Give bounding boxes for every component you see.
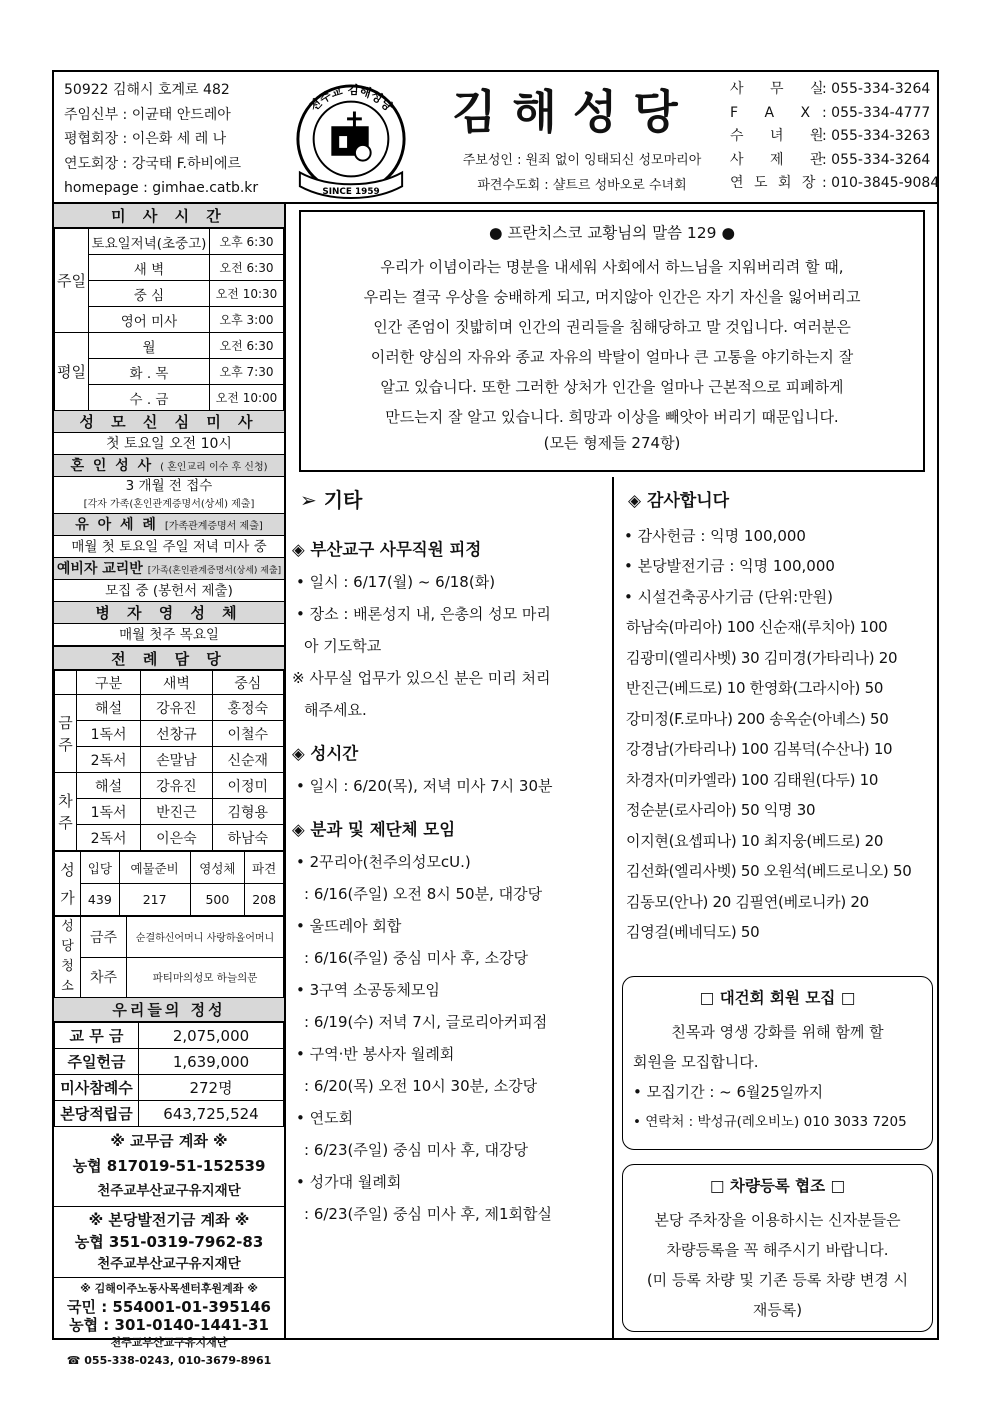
thanks-heading: ◈ 감사합니다 <box>628 491 730 511</box>
duty-col-header: 구분 <box>77 671 141 695</box>
duty-cell: 신순재 <box>212 747 283 773</box>
duty-cell: 김형용 <box>212 799 283 825</box>
notices-heading: ➢ 기타 <box>300 488 363 512</box>
donor-line: 정순분(로사리아) 50 익명 30 <box>626 801 816 819</box>
recruitment-text: 회원을 모집합니다. <box>633 1053 759 1071</box>
vehicle-text: 본당 주차장을 이용하시는 신자분들은 <box>654 1211 901 1229</box>
liturgy-duty-heading: 전 례 담 당 <box>54 646 284 670</box>
svg-text:천주교 김해성당: 천주교 김해성당 <box>306 82 396 114</box>
recruitment-title: □ 대건회 회원 모집 □ <box>699 989 856 1007</box>
donor-line: 강미정(F.로마나) 200 송옥순(아녜스) 50 <box>626 709 889 728</box>
quote-line: 이러한 양심의 자유와 종교 자유의 박탈이 얼마나 큰 고통을 야기하는지 잘 <box>370 348 854 366</box>
offering-table <box>54 1022 284 1127</box>
cleaning-group: 순결하신어머니 사랑하올어머니 <box>127 917 284 958</box>
thanks-item: • 시설건축공사기금 (단위:만원) <box>624 587 834 606</box>
meeting-name: • 연도회 <box>296 1109 354 1127</box>
donor-line: 김광미(엘리사벳) 30 김미경(가타리나) 20 <box>626 648 898 667</box>
cleaning-table <box>54 916 284 998</box>
pastor: 주임신부 : 이균태 안드레아 <box>64 106 231 123</box>
parish-seal-logo <box>292 82 410 200</box>
duty-cell: 해설 <box>77 773 141 799</box>
catechumen-heading: 예비자 교리반 [가족(혼인관계증명서(상세) 제출] <box>54 558 284 580</box>
offering-value: 1,639,000 <box>139 1049 284 1075</box>
cleaning-label: 성당청소 <box>55 917 81 998</box>
quote-line: 알고 있습니다. 또한 그러한 상처가 인간을 얼마나 근본적으로 피폐하게 <box>380 378 844 396</box>
contact-row: 수 녀 원 : 055-334-3263 <box>730 128 931 144</box>
meeting-name: • 3구역 소공동체모임 <box>296 981 440 999</box>
donor-line: 반진근(베드로) 10 한영화(그라시아) 50 <box>626 679 884 697</box>
retreat-title: ◈ 부산교구 사무직원 피정 <box>292 540 482 559</box>
thanks-item: • 감사헌금 : 익명 100,000 <box>624 526 806 545</box>
account-owner: 천주교부산교구유지재단 <box>97 1256 241 1272</box>
duty-cell: 강유진 <box>141 773 212 799</box>
weekday-label: 평일 <box>55 333 89 411</box>
duty-col-header: 새벽 <box>141 671 212 695</box>
contact-list <box>730 78 939 196</box>
duty-cell: 2독서 <box>77 747 141 773</box>
pope-quote-box <box>299 210 925 472</box>
retreat-date: • 일시 : 6/17(월) ~ 6/18(화) <box>296 573 496 591</box>
donor-line: 강경남(가타리나) 100 김복덕(수산나) 10 <box>626 740 893 758</box>
mass-name: 월 <box>88 333 209 359</box>
mass-name: 화 . 목 <box>88 359 209 385</box>
bulletin-frame <box>52 70 940 1367</box>
mass-times-table <box>54 228 284 411</box>
retreat-note-cont: 해주세요. <box>304 701 367 719</box>
header <box>54 72 940 204</box>
quote-line: 우리는 결국 우상을 숭배하게 되고, 머지않아 인간은 자기 자신을 잃어버리고 <box>363 288 861 306</box>
account-owner: 천주교부산교구유지재단 <box>110 1336 228 1349</box>
hymn-table <box>54 851 284 916</box>
offering-value: 272명 <box>139 1075 284 1101</box>
duty-cell: 2독서 <box>77 825 141 851</box>
recruitment-period: • 모집기간 : ~ 6월25일까지 <box>633 1083 824 1101</box>
account-phone-row <box>54 1352 284 1370</box>
infant-baptism-heading: 유 아 세 례 [가족관계증명서 제출] <box>54 514 284 536</box>
meeting-when: : 6/23(주일) 중심 미사 후, 대강당 <box>304 1141 528 1159</box>
duty-cell: 홍정숙 <box>212 695 283 721</box>
contact-row: F A X : 055-334-4777 <box>730 104 931 121</box>
vehicle-text: 재등록) <box>752 1301 803 1319</box>
quote-source: (모든 형제들 274항) <box>543 434 681 452</box>
school-fee-account <box>54 1127 284 1207</box>
mass-time: 오전 10:30 <box>210 281 284 307</box>
cleaning-week: 차주 <box>81 957 127 998</box>
meetings-title: ◈ 분과 및 제단체 모임 <box>292 820 456 839</box>
homepage-link[interactable]: homepage : gimhae.catb.kr <box>64 180 259 196</box>
account-title: ※ 본당발전기금 계좌 ※ <box>88 1211 250 1229</box>
duty-cell: 손말남 <box>141 747 212 773</box>
retreat-place-cont: 아 기도학교 <box>304 637 382 655</box>
quote-line: 우리가 이념이라는 명분을 내세워 사회에서 하느님을 지워버리려 할 때, <box>380 258 844 276</box>
account-title: ※ 김해이주노동사목센터후원계좌 ※ <box>80 1282 258 1295</box>
left-sidebar <box>54 204 286 1367</box>
sunday-label: 주일 <box>55 229 89 333</box>
meeting-when: : 6/16(주일) 오전 8시 50분, 대강당 <box>304 885 543 903</box>
council-president: 평협회장 : 이은화 세 레 나 <box>64 131 227 147</box>
account-number[interactable]: 농협 817019-51-152539 <box>72 1157 266 1175</box>
donor-line: 김선화(엘리사벳) 50 오원석(베드로니오) 50 <box>626 862 912 880</box>
meeting-when: : 6/20(목) 오전 10시 30분, 소강당 <box>304 1077 538 1095</box>
donor-line: 김동모(안나) 20 김필연(베로니카) 20 <box>626 892 869 911</box>
duty-cell: 반진근 <box>141 799 212 825</box>
account-number[interactable]: 국민 : 554001-01-395146 <box>67 1298 271 1316</box>
duty-cell: 이은숙 <box>141 825 212 851</box>
meeting-name: • 2꾸리아(천주의성모cU.) <box>296 853 471 871</box>
wedding-text: 3 개월 전 접수 <box>125 478 213 494</box>
parish-subinfo <box>452 148 712 198</box>
marian-mass-heading: 성 모 신 심 미 사 <box>54 411 284 433</box>
holy-hour-title: ◈ 성시간 <box>292 744 359 763</box>
thanks-item: • 본당발전기금 : 익명 100,000 <box>624 557 835 575</box>
marian-mass-time: 첫 토요일 오전 10시 <box>54 433 284 455</box>
offering-value: 2,075,000 <box>139 1023 284 1049</box>
duty-col-header: 중심 <box>212 671 283 695</box>
parish-info <box>64 78 258 201</box>
retreat-note: ※ 사무실 업무가 있으신 분은 미리 처리 <box>292 669 551 687</box>
mass-name: 토요일저녁(초중고) <box>88 229 209 255</box>
offering-label: 주일헌금 <box>55 1049 139 1075</box>
account-owner: 천주교부산교구유지재단 <box>97 1183 241 1199</box>
offering-label: 본당적립금 <box>55 1101 139 1127</box>
duty-cell: 1독서 <box>77 721 141 747</box>
donor-line: 차경자(미카엘라) 100 김태원(다두) 10 <box>626 770 879 789</box>
account-number[interactable]: 농협 : 301-0140-1441-31 <box>69 1316 269 1334</box>
offering-label: 교 무 금 <box>55 1023 139 1049</box>
hymn-col-header: 입당 <box>81 852 120 884</box>
contact-row: 사 무 실 : 055-334-3264 <box>730 81 931 97</box>
vehicle-text: 차량등록을 꼭 해주시기 바랍니다. <box>666 1241 889 1259</box>
this-week-label: 금주 <box>55 695 77 773</box>
mass-name: 중 심 <box>88 281 209 307</box>
sick-communion-text: 매월 첫주 목요일 <box>54 624 284 646</box>
next-week-label: 차주 <box>55 773 77 851</box>
mass-name: 영어 미사 <box>88 307 209 333</box>
mission-order: 파견수도회 : 샬트르 성바오로 수녀회 <box>477 178 687 193</box>
hymn-number: 217 <box>119 884 190 916</box>
quote-title: ● 프란치스코 교황님의 말씀 129 ● <box>489 224 735 242</box>
recruitment-text: 친목과 영생 강화를 위해 함께 할 <box>671 1023 884 1041</box>
mass-name: 수 . 금 <box>88 385 209 411</box>
vehicle-text: (미 등록 차량 및 기존 등록 차량 변경 시 <box>646 1271 909 1289</box>
column-divider <box>612 477 614 1338</box>
catechumen-text: 모집 중 (봉헌서 제출) <box>54 580 284 602</box>
youth-president: 연도회장 : 강국태 F.하비에르 <box>64 155 242 172</box>
duty-cell: 이철수 <box>212 721 283 747</box>
vehicle-title: □ 차량등록 협조 □ <box>709 1177 846 1195</box>
donor-line: 김영걸(베네딕도) 50 <box>626 923 760 941</box>
mass-time: 오전 6:30 <box>210 333 284 359</box>
account-number[interactable]: 농협 351-0319-7962-83 <box>74 1233 264 1251</box>
retreat-place: • 장소 : 배론성지 내, 은총의 성모 마리 <box>296 605 551 623</box>
meeting-name: • 성가대 월례회 <box>296 1173 402 1191</box>
holy-hour-date: • 일시 : 6/20(목), 저녁 미사 7시 30분 <box>296 777 553 795</box>
hymn-number: 439 <box>81 884 120 916</box>
mass-time: 오후 7:30 <box>210 359 284 385</box>
infant-baptism-text: 매월 첫 토요일 주일 저녁 미사 중 <box>54 536 284 558</box>
quote-line: 인간 존엄이 짓밟히며 인간의 권리들을 침해당하고 말 것입니다. 여러분은 <box>373 318 851 336</box>
offering-label: 미사참례수 <box>55 1075 139 1101</box>
meeting-name: • 구역·반 봉사자 월례회 <box>296 1045 455 1063</box>
cleaning-week: 금주 <box>81 917 127 958</box>
offering-heading: 우리들의 정성 <box>54 998 284 1022</box>
notices-column <box>292 480 610 1230</box>
mass-time: 오전 6:30 <box>210 255 284 281</box>
duty-cell: 선창규 <box>141 721 212 747</box>
address: 50922 김해시 호계로 482 <box>64 82 230 98</box>
patron-saint: 주보성인 : 원죄 없이 잉태되신 성모마리아 <box>462 153 702 168</box>
mass-name: 새 벽 <box>88 255 209 281</box>
parish-title: 김해성당 <box>452 85 694 139</box>
hymn-number: 208 <box>245 884 284 916</box>
migrant-center-account <box>54 1278 284 1370</box>
hymn-label: 성가 <box>55 852 81 916</box>
seal-year: SINCE 1959 <box>322 187 380 198</box>
account-phone[interactable]: 055-338-0243, 010-3679-8961 <box>84 1354 272 1367</box>
liturgy-duty-table <box>54 670 284 851</box>
duty-cell: 하남숙 <box>212 825 283 851</box>
contact-row: 연 도 회 장 : 010-3845-9084 <box>730 175 940 191</box>
duty-cell: 이정미 <box>212 773 283 799</box>
wedding-heading: 혼 인 성 사 ( 혼인교리 이수 후 신청) <box>54 455 284 477</box>
donor-line: 이지현(요셉피나) 10 최지웅(베드로) 20 <box>626 831 884 850</box>
hymn-col-header: 영성체 <box>190 852 245 884</box>
recruitment-contact: • 연락처 : 박성규(레오비노) 010 3033 7205 <box>633 1114 907 1130</box>
duty-cell: 1독서 <box>77 799 141 825</box>
mass-time: 오전 10:00 <box>210 385 284 411</box>
duty-cell: 해설 <box>77 695 141 721</box>
cleaning-group: 파티마의성모 하늘의문 <box>127 957 284 998</box>
phone-icon: ☎ <box>66 1354 85 1367</box>
wedding-docs: [각자 가족(혼인관계증명서(상세) 제출] <box>54 496 284 514</box>
mass-times-heading: 미 사 시 간 <box>54 204 284 228</box>
mass-time: 오후 3:00 <box>210 307 284 333</box>
meeting-name: • 울뜨레아 회합 <box>296 917 402 935</box>
offering-value: 643,725,524 <box>139 1101 284 1127</box>
thanks-column <box>620 480 938 948</box>
development-fund-account <box>54 1207 284 1278</box>
sick-communion-heading: 병 자 영 성 체 <box>54 602 284 624</box>
hymn-number: 500 <box>190 884 245 916</box>
hymn-col-header: 예물준비 <box>119 852 190 884</box>
mass-time: 오후 6:30 <box>210 229 284 255</box>
hymn-col-header: 파견 <box>245 852 284 884</box>
account-title: ※ 교무금 계좌 ※ <box>110 1132 228 1150</box>
quote-line: 만드는지 잘 알고 있습니다. 희망과 이상을 빼앗아 버리기 때문입니다. <box>385 408 839 426</box>
meeting-when: : 6/19(수) 저녁 7시, 글로리아커피점 <box>304 1013 548 1031</box>
meeting-when: : 6/16(주일) 중심 미사 후, 소강당 <box>304 949 528 967</box>
vehicle-registration-box <box>622 1164 933 1332</box>
recruitment-box <box>622 976 933 1150</box>
meeting-when: : 6/23(주일) 중심 미사 후, 제1회합실 <box>304 1205 552 1223</box>
duty-cell: 강유진 <box>141 695 212 721</box>
contact-row: 사 제 관 : 055-334-3264 <box>730 151 931 168</box>
donor-line: 하남숙(마리아) 100 신순재(루치아) 100 <box>626 618 888 636</box>
